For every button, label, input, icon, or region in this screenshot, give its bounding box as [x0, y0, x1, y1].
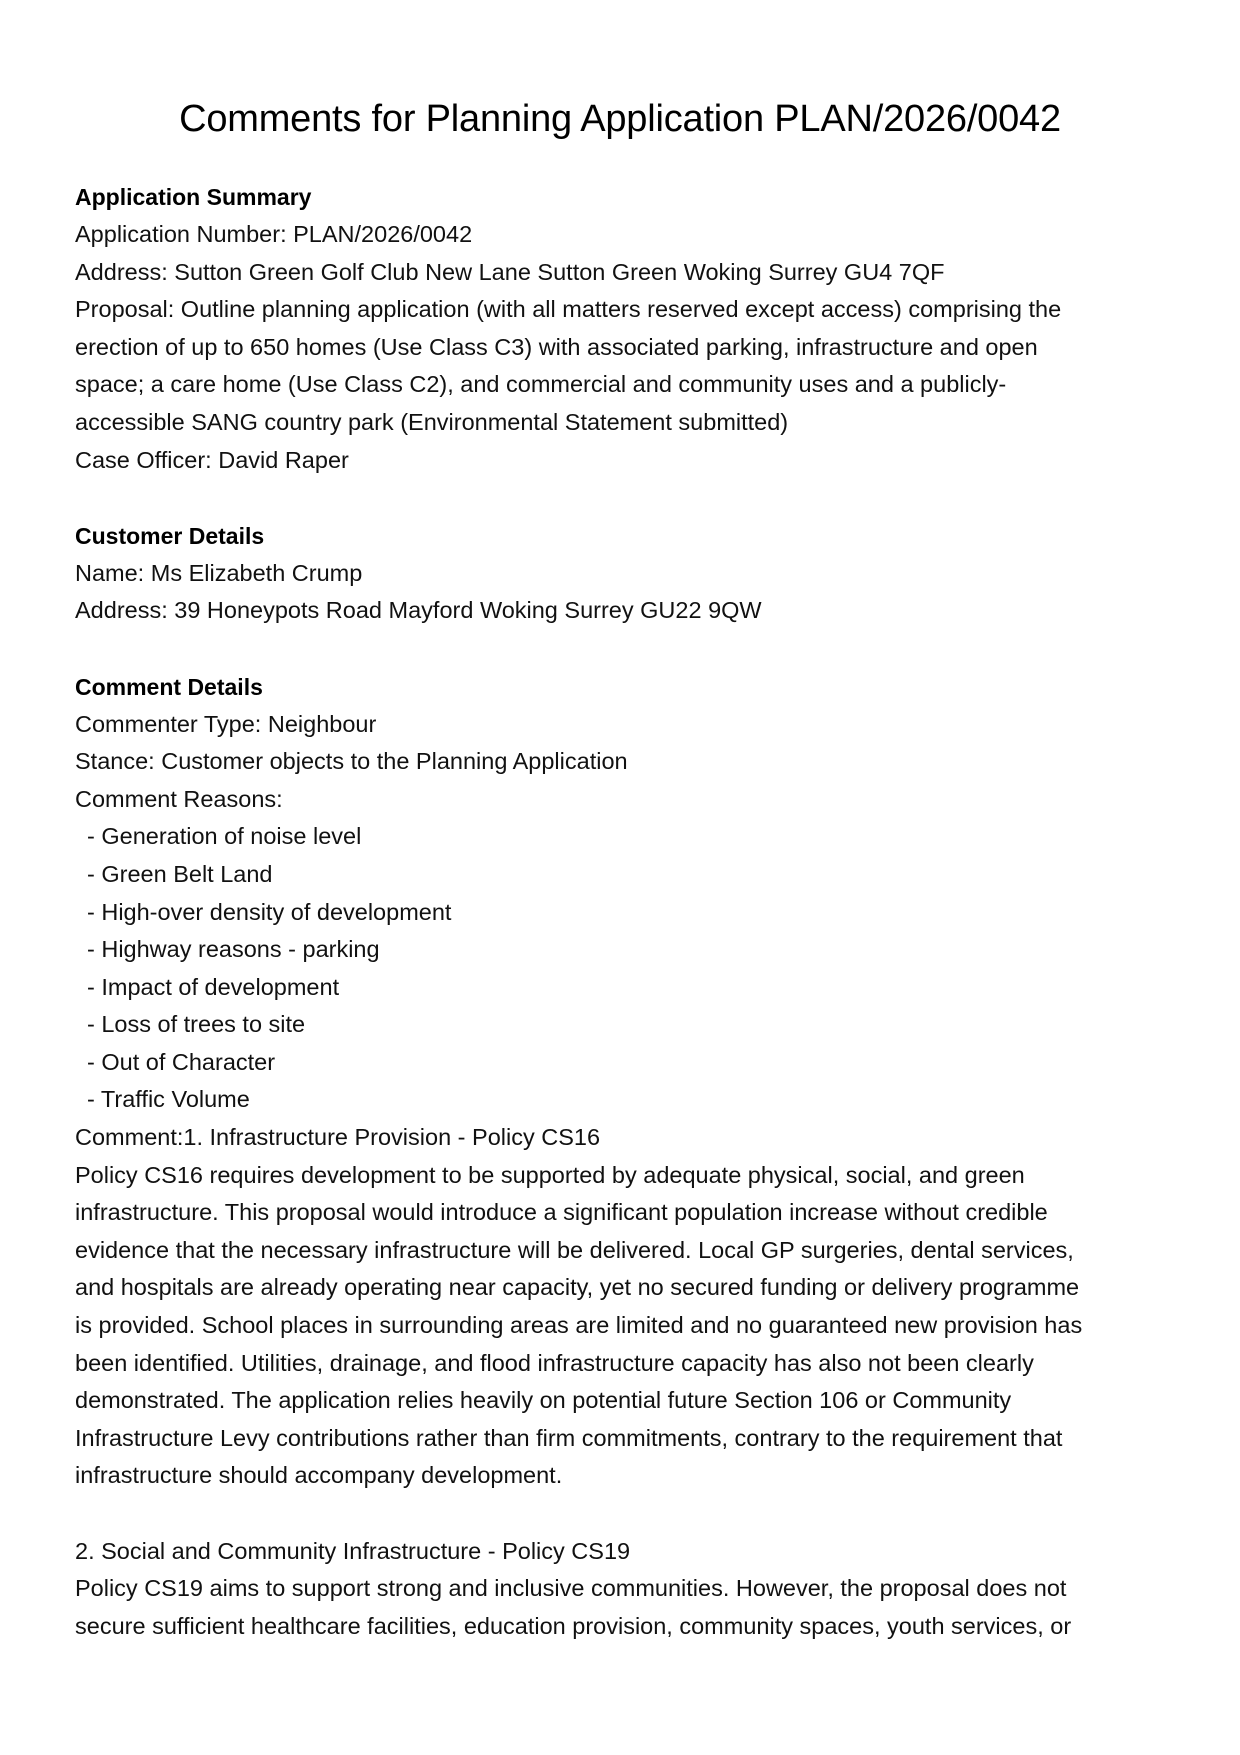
- customer-details-heading: Customer Details: [75, 522, 265, 549]
- comment-reasons-label: Comment Reasons:: [75, 785, 283, 812]
- proposal-line: erection of up to 650 homes (Use Class C3) with associated parking, infrastructure and open: [75, 333, 1038, 360]
- comment-section-2-heading: 2. Social and Community Infrastructure - Policy CS19: [75, 1537, 631, 1564]
- proposal-line: space; a care home (Use Class C2), and commercial and community uses and a publicly-: [75, 371, 1007, 398]
- list-item: - Green Belt Land: [87, 860, 273, 887]
- customer-details-section: [75, 517, 1175, 630]
- proposal-line: Proposal: Outline planning application (with all matters reserved except access) comprising the: [75, 296, 1062, 323]
- comment-reasons-list: [75, 818, 1175, 1119]
- document-page: [75, 0, 1175, 1645]
- list-item: - Out of Character: [87, 1048, 276, 1075]
- comment-text-line: Policy CS16 requires development to be supported by adequate physical, social, and green: [75, 1161, 1025, 1188]
- application-address: Address: Sutton Green Golf Club New Lane Sutton Green Woking Surrey GU4 7QF: [75, 258, 945, 285]
- application-summary-section: [75, 178, 1175, 479]
- customer-name: Name: Ms Elizabeth Crump: [75, 559, 363, 586]
- case-officer: Case Officer: David Raper: [75, 446, 349, 473]
- list-item: - Loss of trees to site: [87, 1011, 306, 1038]
- comment-text-line: Policy CS19 aims to support strong and inclusive communities. However, the proposal does not: [75, 1575, 1067, 1602]
- comment-text-line: infrastructure. This proposal would introduce a significant population increase without credible: [75, 1199, 1048, 1226]
- application-summary-heading: Application Summary: [75, 184, 312, 210]
- page-title: Comments for Planning Application PLAN/2026/0042: [179, 98, 1061, 140]
- comment-text-line: secure sufficient healthcare facilities, education provision, community spaces, youth services, or: [75, 1612, 1072, 1639]
- list-item: - Highway reasons - parking: [87, 936, 380, 963]
- list-item: - Generation of noise level: [87, 823, 362, 850]
- comment-text-line: evidence that the necessary infrastructure will be delivered. Local GP surgeries, dental services,: [75, 1236, 1074, 1263]
- stance: Stance: Customer objects to the Planning Application: [75, 748, 628, 775]
- comment-text-line: infrastructure should accompany development.: [75, 1462, 563, 1489]
- comment-details-heading: Comment Details: [75, 673, 263, 700]
- comment-text-line: Infrastructure Levy contributions rather than firm commitments, contrary to the requirement that: [75, 1424, 1063, 1451]
- commenter-type: Commenter Type: Neighbour: [75, 710, 377, 737]
- proposal-line: accessible SANG country park (Environmental Statement submitted): [75, 408, 789, 435]
- comment-text-line: and hospitals are already operating near capacity, yet no secured funding or delivery programme: [75, 1274, 1080, 1301]
- list-item: - High-over density of development: [87, 898, 452, 925]
- comment-text-line: is provided. School places in surrounding areas are limited and no guaranteed new provision has: [75, 1312, 1083, 1339]
- comment-text-line: been identified. Utilities, drainage, and flood infrastructure capacity has also not been clearly: [75, 1349, 1034, 1376]
- customer-address: Address: 39 Honeypots Road Mayford Woking Surrey GU22 9QW: [75, 597, 762, 624]
- comment-first-line: Comment:1. Infrastructure Provision - Policy CS16: [75, 1124, 601, 1151]
- list-item: - Traffic Volume: [87, 1086, 250, 1113]
- application-number: Application Number: PLAN/2026/0042: [75, 221, 473, 247]
- comment-details-section: [75, 668, 1175, 1646]
- list-item: - Impact of development: [87, 973, 340, 1000]
- comment-text-line: demonstrated. The application relies heavily on potential future Section 106 or Community: [75, 1387, 1012, 1414]
